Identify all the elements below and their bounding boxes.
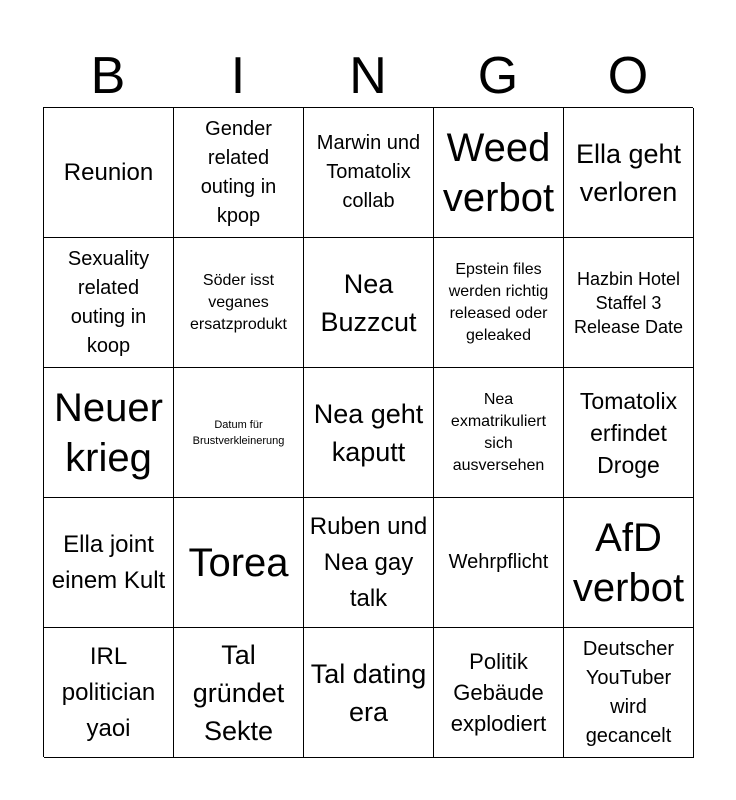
- bingo-cell[interactable]: [44, 628, 174, 758]
- cell-text: Gender related outing in kpop: [200, 117, 277, 227]
- cell-text: Marwin und Tomatolix collab: [316, 132, 421, 212]
- bingo-cell[interactable]: [564, 108, 694, 238]
- cell-text: Söder isst veganes ersatzprodukt: [190, 271, 287, 333]
- bingo-cell[interactable]: [174, 498, 304, 628]
- bingo-cell[interactable]: [304, 498, 434, 628]
- bingo-header: [43, 44, 693, 108]
- cell-text: Politik Gebäude explodiert: [450, 649, 547, 736]
- cell-text: Ella joint einem Kult: [51, 530, 166, 594]
- bingo-cell[interactable]: [564, 238, 694, 368]
- cell-text: Tal gründet Sekte: [192, 639, 285, 746]
- header-letter-b: B: [90, 47, 126, 105]
- cell-text: Wehrpflicht: [448, 551, 549, 573]
- cell-text: Nea exmatrikuliert sich ausversehen: [450, 390, 547, 474]
- bingo-cell[interactable]: [434, 498, 564, 628]
- bingo-cell[interactable]: [304, 238, 434, 368]
- bingo-cell[interactable]: [44, 108, 174, 238]
- bingo-cell[interactable]: [304, 368, 434, 498]
- bingo-cell[interactable]: [44, 368, 174, 498]
- cell-text: AfD verbot: [572, 515, 685, 610]
- header-letter-n: N: [349, 47, 387, 105]
- bingo-cell[interactable]: [434, 628, 564, 758]
- cell-text: Ella geht verloren: [575, 138, 682, 207]
- cell-text: Sexuality related outing in koop: [67, 247, 150, 357]
- bingo-cell[interactable]: [434, 238, 564, 368]
- bingo-cell[interactable]: [304, 108, 434, 238]
- cell-text: Tal dating era: [310, 658, 427, 727]
- cell-text: Tomatolix erfindet Droge: [579, 387, 678, 478]
- header-letter-i: I: [230, 47, 246, 105]
- bingo-cell[interactable]: [44, 498, 174, 628]
- header-letter-g: G: [477, 47, 519, 105]
- bingo-cell[interactable]: [174, 368, 304, 498]
- header-letter-o: O: [607, 47, 649, 105]
- bingo-cell[interactable]: [174, 628, 304, 758]
- cell-text: Ruben und Nea gay talk: [309, 512, 428, 612]
- bingo-cell[interactable]: [434, 368, 564, 498]
- cell-text: Torea: [188, 540, 289, 585]
- cell-text: Nea geht kaputt: [313, 398, 424, 467]
- cell-text: Reunion: [63, 158, 154, 186]
- cell-text: Deutscher YouTuber wird gecancelt: [582, 637, 675, 747]
- bingo-grid: [43, 107, 693, 757]
- cell-text: Epstein files werden richtig released oder geleaked: [448, 260, 549, 344]
- cell-text: Datum für Brustverkleinerung: [192, 418, 285, 447]
- bingo-cell[interactable]: [564, 368, 694, 498]
- bingo-cell[interactable]: [174, 238, 304, 368]
- bingo-cell[interactable]: [174, 108, 304, 238]
- cell-text: Neuer krieg: [54, 385, 163, 480]
- bingo-cell[interactable]: [44, 238, 174, 368]
- cell-text: Weed verbot: [442, 125, 555, 220]
- bingo-cell[interactable]: [564, 628, 694, 758]
- cell-text: Hazbin Hotel Staffel 3 Release Date: [573, 268, 684, 337]
- bingo-cell[interactable]: [434, 108, 564, 238]
- bingo-cell[interactable]: [564, 498, 694, 628]
- bingo-cell[interactable]: [304, 628, 434, 758]
- cell-text: Nea Buzzcut: [320, 268, 417, 337]
- cell-text: IRL politician yaoi: [61, 642, 156, 742]
